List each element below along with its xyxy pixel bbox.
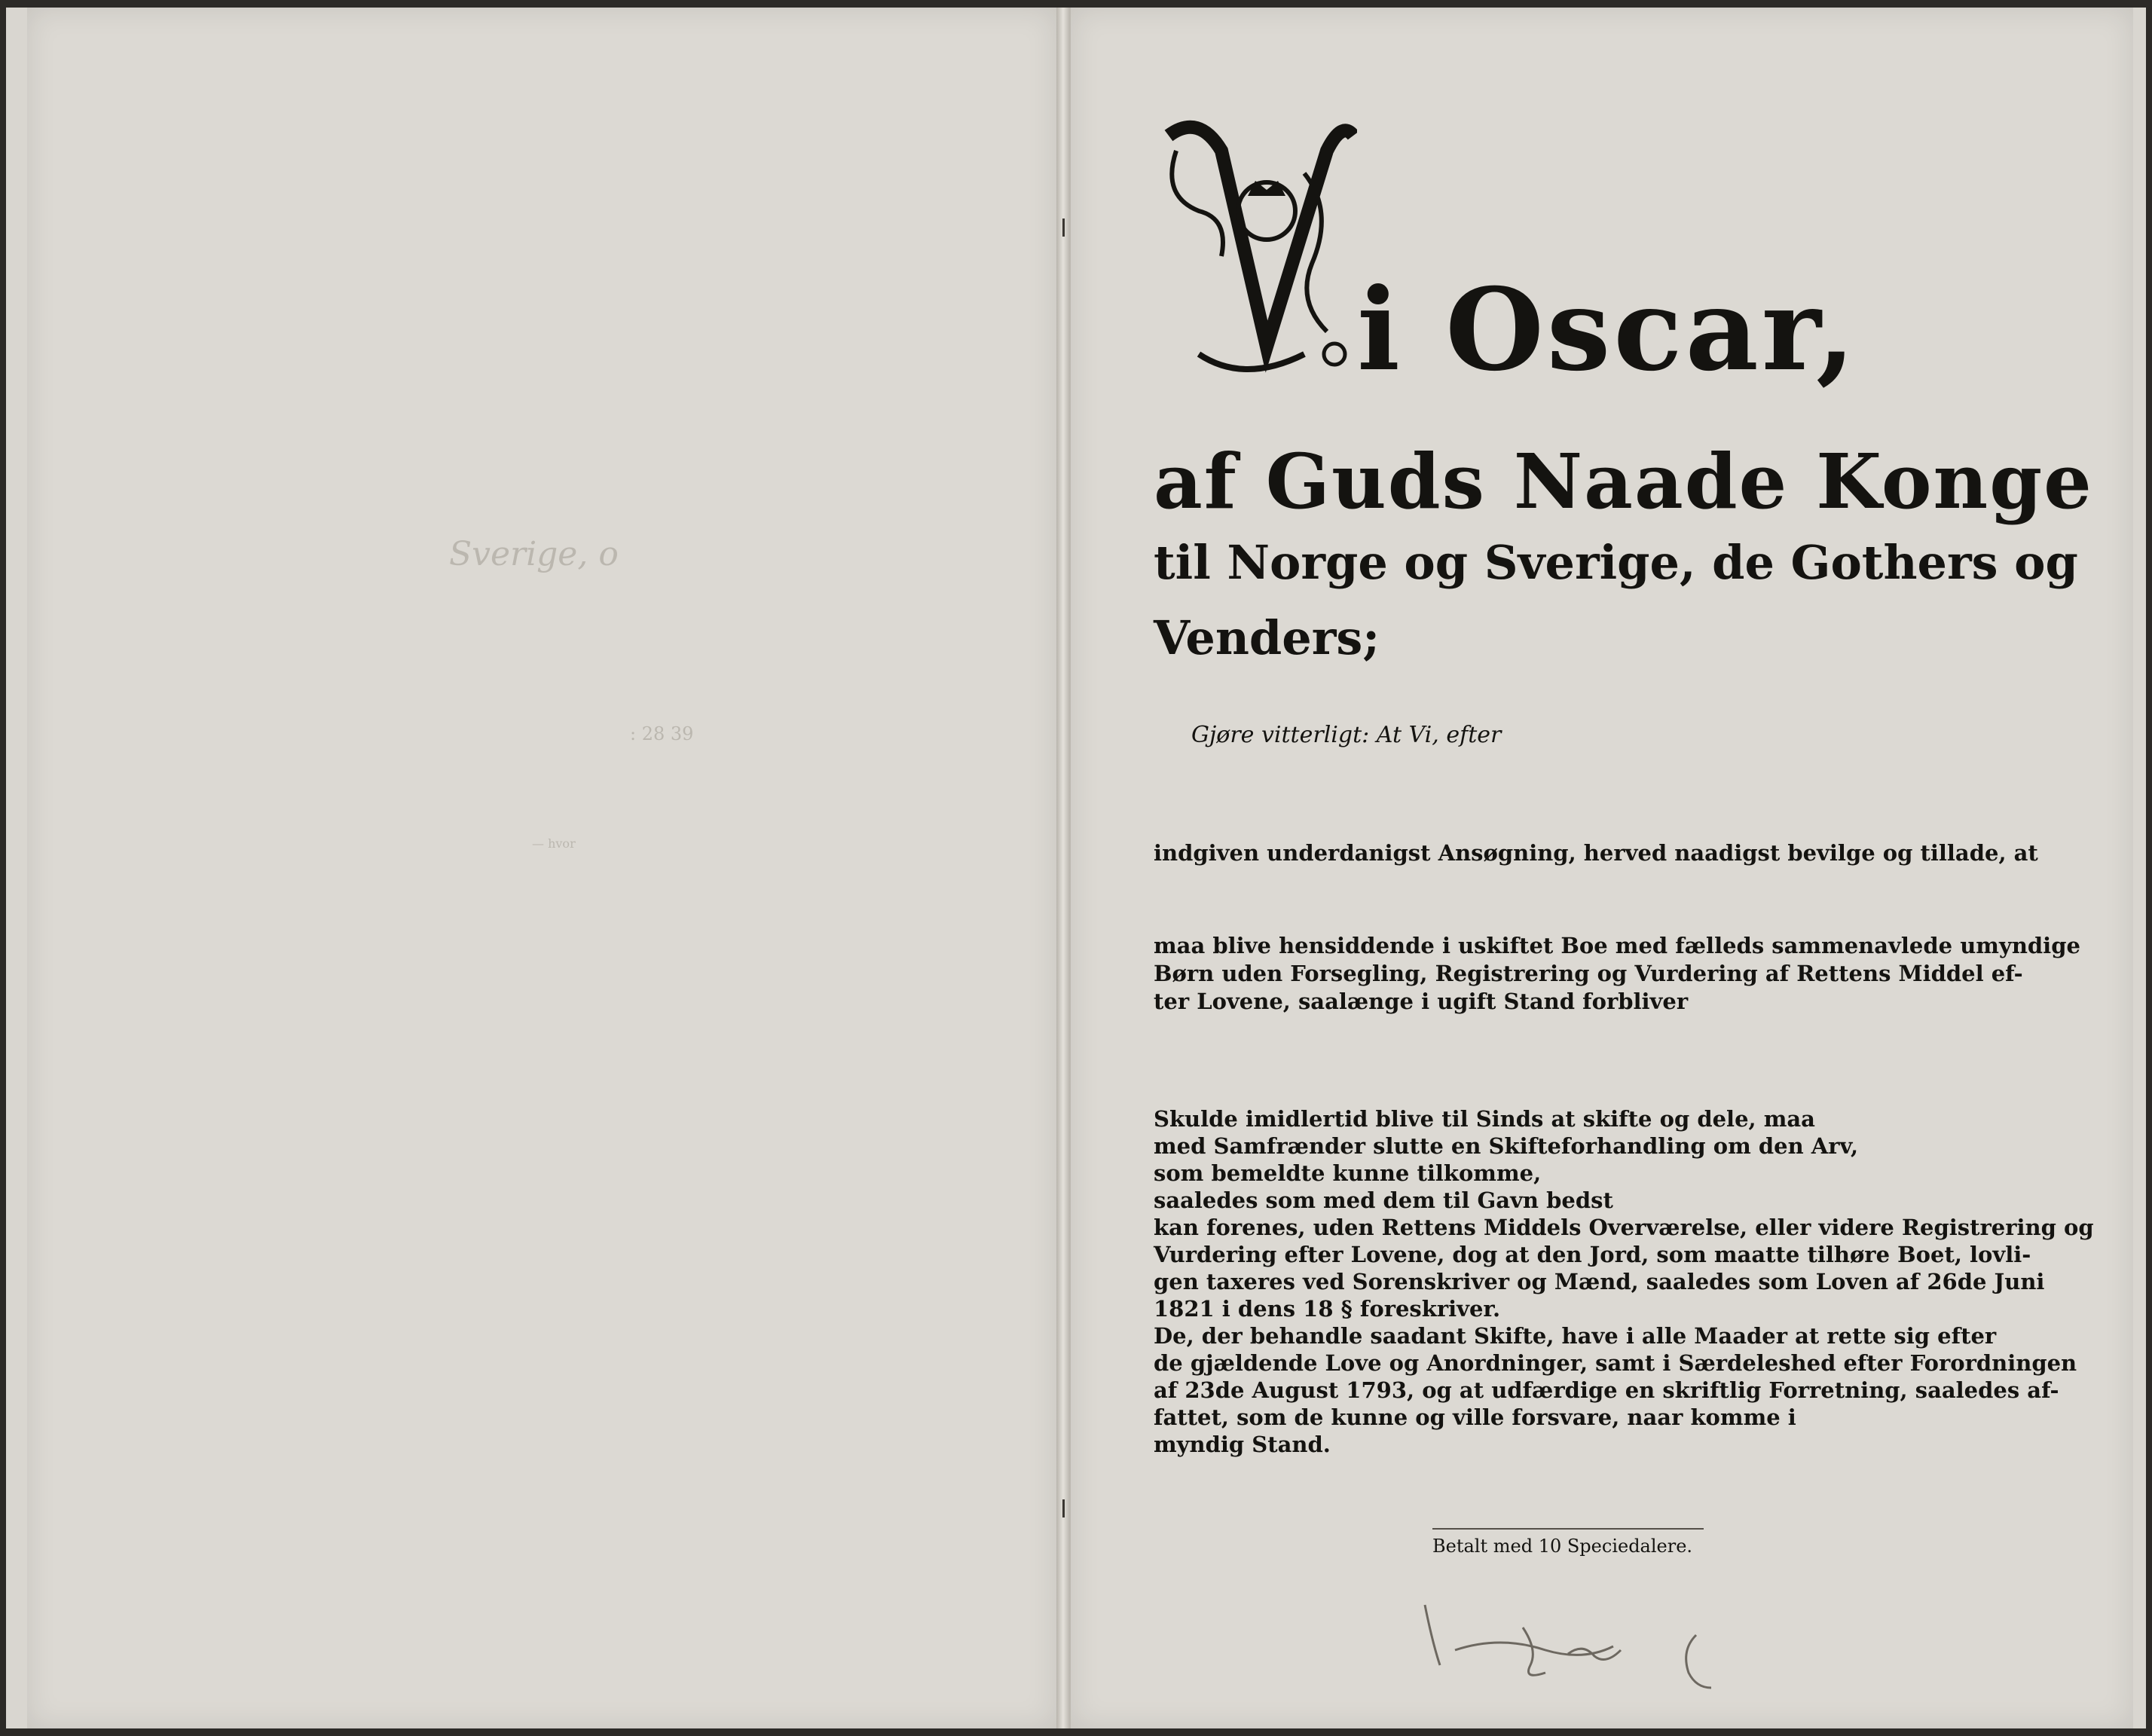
payment-rule [1432,1528,1704,1530]
paragraph-3-line: af 23de August 1793, og at udfærdige en skriftlig Forretning, saaledes af- [1154,1377,2059,1403]
title-line-2: af Guds Naade Konge [1154,437,2093,526]
document-spread [6,8,2146,1728]
paragraph-3-line: de gjældende Love og Anordninger, samt i Særdeleshed efter Forordningen [1154,1350,2077,1376]
paragraph-3-line: med Samfrænder slutte en Skifteforhandling om den Arv, [1154,1133,1859,1159]
right-page-letter [1070,8,2133,1728]
paragraph-1: indgiven underdanigst Ansøgning, herved naadigst bevilge og tillade, at [1154,840,2038,866]
paragraph-3-line: fattet, som de kunne og ville forsvare, naar komme i [1154,1404,1796,1430]
handwritten-signature-icon [1410,1575,1741,1695]
title-line-3: til Norge og Sverige, de Gothers og [1154,535,2078,590]
paragraph-3-line: 1821 i dens 18 § foreskriver. [1154,1296,1501,1322]
paragraph-3-line: Vurdering efter Lovene, dog at den Jord, som maatte tilhøre Boet, lovli- [1154,1242,2031,1267]
paragraph-2-line: ter Lovene, saalænge i ugift Stand forbliver [1154,989,1689,1014]
title-line-1: i Oscar, [1357,264,1859,396]
gutter-tick [1062,1499,1065,1517]
paragraph-3-line: kan forenes, uden Rettens Middels Overværelse, eller videre Registrering og [1154,1215,2094,1240]
title-line-4: Venders; [1154,610,1380,665]
payment-note: Betalt med 10 Speciedalere. [1432,1536,1693,1557]
ornate-initial-v-icon [1154,105,1357,392]
bleed-through-text: : 28 39 [630,723,694,744]
left-page-blank [27,8,1057,1728]
intro-line: Gjøre vitterligt: At Vi, efter [1191,722,1502,748]
paragraph-3-line: gen taxeres ved Sorenskriver og Mænd, saaledes som Loven af 26de Juni [1154,1269,2045,1294]
bleed-through-text: Sverige, o [449,535,619,573]
paragraph-3-line: saaledes som med dem til Gavn bedst [1154,1187,1613,1213]
paragraph-3-line: Skulde imidlertid blive til Sinds at skifte og dele, maa [1154,1106,1815,1132]
paragraph-2-line: maa blive hensiddende i uskiftet Boe med fælleds sammenavlede umyndige [1154,933,2080,958]
paragraph-2-line: Børn uden Forsegling, Registrering og Vurdering af Rettens Middel ef- [1154,961,2023,986]
paragraph-3-line: myndig Stand. [1154,1432,1331,1457]
paragraph-3-line: som bemeldte kunne tilkomme, [1154,1160,1542,1186]
book-gutter [1056,8,1070,1728]
paragraph-3-line: De, der behandle saadant Skifte, have i alle Maader at rette sig efter [1154,1323,1997,1349]
bleed-through-text: — hvor [532,836,576,851]
gutter-tick [1062,219,1065,237]
